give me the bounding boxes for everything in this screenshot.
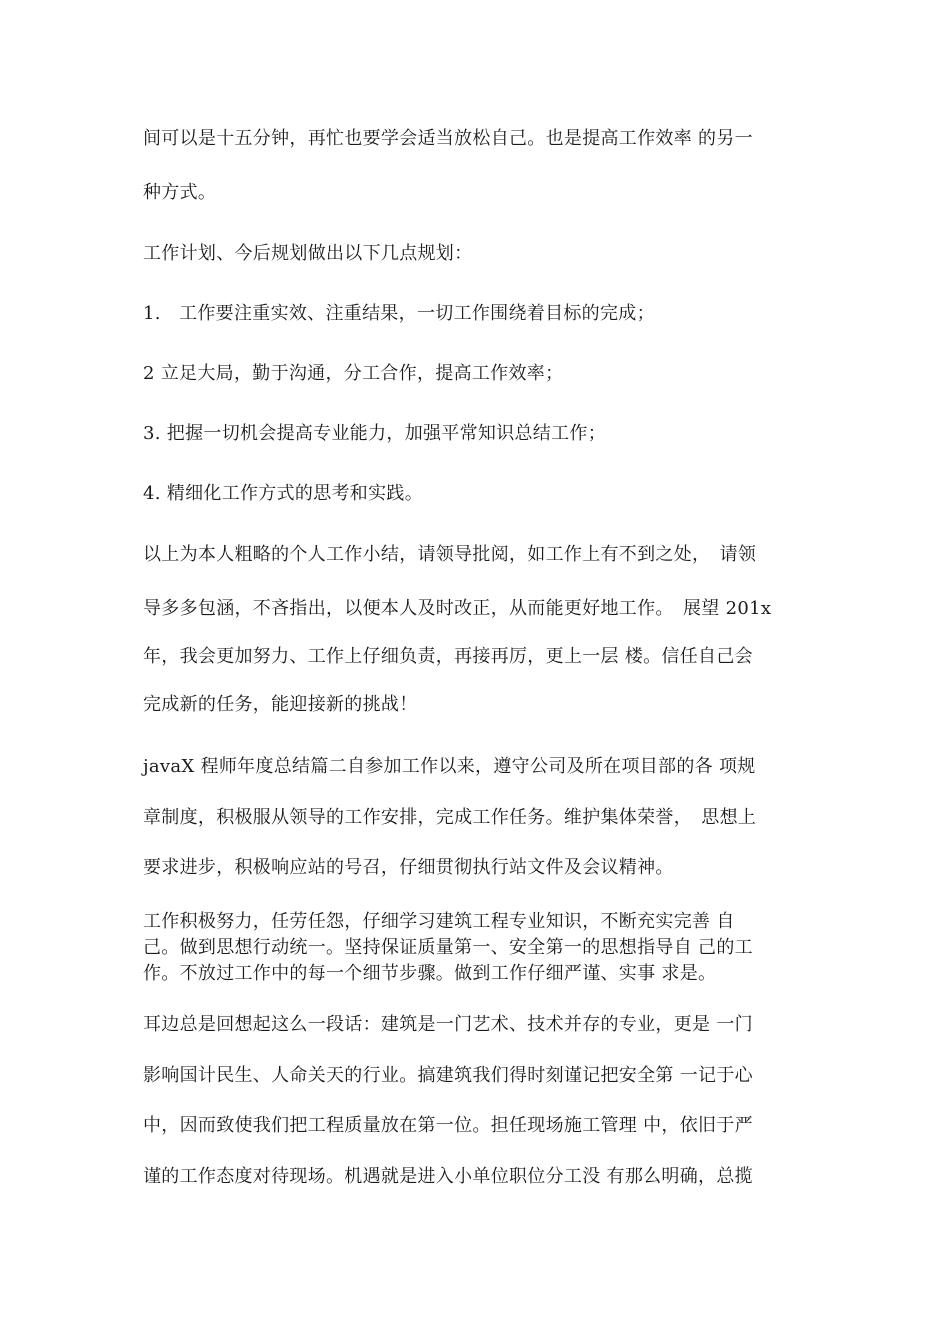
text-line: 3. 把握一切机会提高专业能力，加强平常知识总结工作； [143, 423, 606, 444]
text-line: 中，因而致使我们把工程质量放在第一位。担任现场施工管理 中，依旧于严 [143, 1115, 753, 1136]
text-line: 谨的工作态度对待现场。机遇就是进入小单位职位分工没 有那么明确，总揽 [143, 1166, 753, 1187]
text-line: 完成新的任务，能迎接新的挑战！ [143, 694, 418, 715]
text-line: 种方式。 [143, 182, 217, 203]
text-line: 工作积极努力，任劳任怨，仔细学习建筑工程专业知识，不断充实完善 自 [143, 911, 735, 932]
text-line: 导多多包涵，不吝指出，以便本人及时改正，从而能更好地工作。 展望 201x [143, 598, 772, 619]
text-line: 己。做到思想行动统一。坚持保证质量第一、安全第一的思想指导自 己的工 [143, 937, 753, 958]
text-line: 间可以是十五分钟，再忙也要学会适当放松自己。也是提高工作效率 的另一 [143, 128, 753, 149]
text-line: 章制度，积极服从领导的工作安排，完成工作任务。维护集体荣誉， 思想上 [143, 807, 757, 828]
text-line: 4. 精细化工作方式的思考和实践。 [143, 483, 423, 504]
text-line: 工作计划、今后规划做出以下几点规划： [143, 243, 473, 264]
text-line: javaX 程师年度总结篇二自参加工作以来，遵守公司及所在项目部的各 项规 [143, 756, 756, 777]
text-line: 2 立足大局，勤于沟通，分工合作，提高工作效率； [143, 363, 564, 384]
text-line: 以上为本人粗略的个人工作小结，请领导批阅，如工作上有不到之处， 请领 [143, 544, 757, 565]
text-line: 要求进步，积极响应站的号召，仔细贯彻执行站文件及会议精神。 [143, 857, 674, 878]
text-line: 耳边总是回想起这么一段话：建筑是一门艺术、技术并存的专业，更是 一门 [143, 1014, 753, 1035]
text-line: 年，我会更加努力、工作上仔细负责，再接再厉，更上一层 楼。信任自己会 [143, 646, 753, 667]
text-line: 1. 工作要注重实效、注重结果，一切工作围绕着目标的完成； [143, 303, 655, 324]
text-line: 影响国计民生、人命关天的行业。搞建筑我们得时刻谨记把安全第 一记于心 [143, 1065, 753, 1086]
text-line: 作。不放过工作中的每一个细节步骤。做到工作仔细严谨、实事 求是。 [143, 963, 717, 984]
